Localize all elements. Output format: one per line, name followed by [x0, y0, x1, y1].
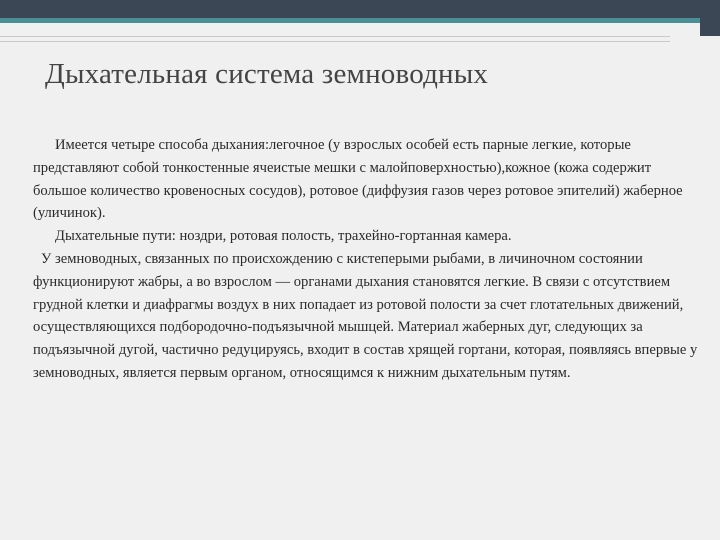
header-bar-accent	[0, 18, 700, 23]
header-bar-corner	[700, 0, 720, 36]
header-bar-dark	[0, 0, 720, 18]
slide-body	[33, 134, 698, 385]
header-divider-line-secondary	[0, 41, 670, 42]
paragraph-airways: Дыхательные пути: ноздри, ротовая полость, трахейно-гортанная камера.	[55, 228, 512, 245]
paragraph-breathing-methods: Имеется четыре способа дыхания:легочное (у взрослых особей есть парные легкие, которые представляют собой тонкостенные ячеистые мешки с малойповерхностью),кожное (кожа содержит большое количество кровеносных сосудов), ротовое (диффузия газов через ротовое эпителий) жаберное (уличинок).	[33, 137, 683, 222]
header-divider-line	[0, 36, 670, 37]
paragraph-development: У земноводных, связанных по происхождению с кистеперыми рыбами, в личиночном состоянии функционируют жабры, а во взрослом — органами дыхания становятся легкие. В связи с отсутствием грудной клетки и диафрагмы воздух в них попадает из ротовой полости за счет глотательных движений, осуществляющихся подбородочно-подъязычной мышцей. Материал жаберных дуг, следующих за подъязычной дугой, частично редуцируясь, входит в состав хрящей гортани, которая, появляясь впервые у земноводных, является первым органом, относящимся к нижним дыхательным путям.	[33, 250, 698, 381]
slide-title: Дыхательная система земноводных	[45, 58, 489, 90]
